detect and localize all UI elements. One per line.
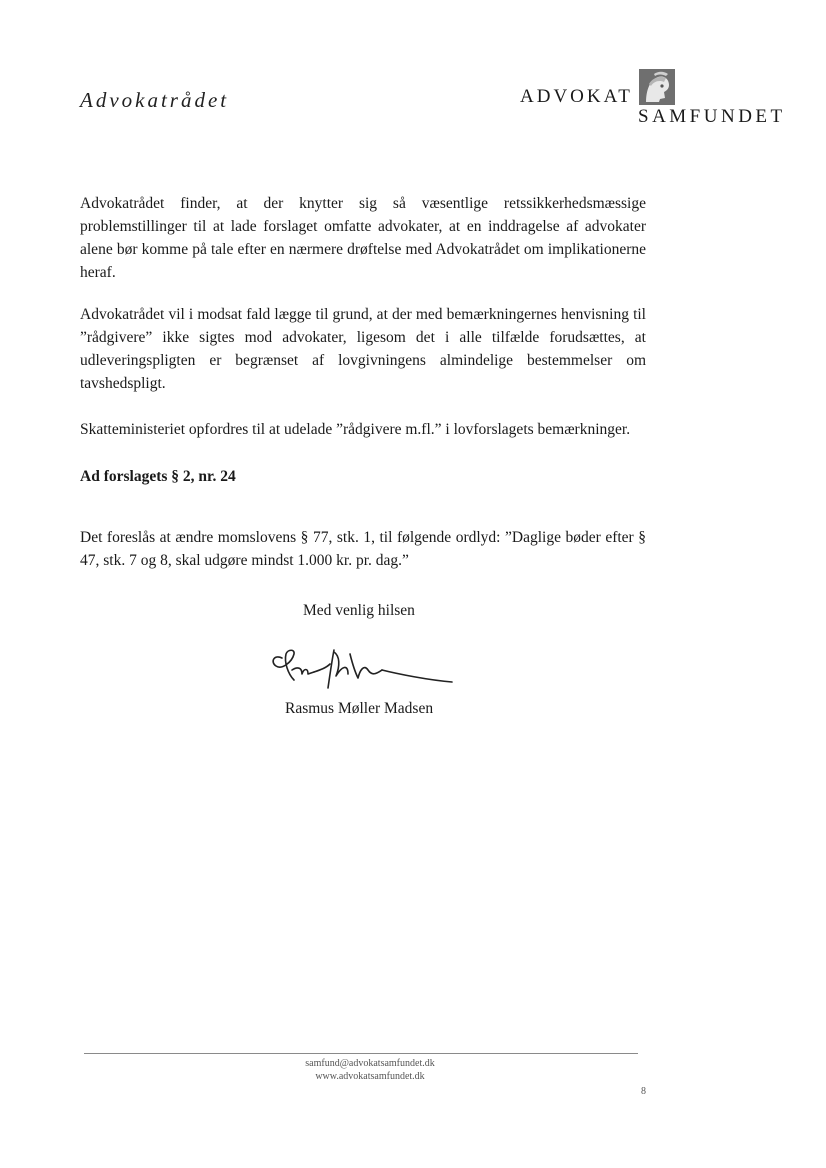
logo-text-samfundet: SAMFUNDET [638,106,786,127]
page-number: 8 [641,1086,646,1097]
footer-divider [84,1053,638,1054]
paragraph-1: Advokatrådet finder, at der knytter sig så væsentlige retssikkerhedsmæssige problemstillinger til at lade forslaget omfatte advokater, at en inddragelse af advokater alene bør komme på tale efter en nærmere drøftelse med Advokatrådet om implikationerne heraf. [80,194,646,281]
header-title: Advokatrådet [80,88,230,112]
footer-website-link[interactable]: www.advokatsamfundet.dk [315,1071,425,1082]
closing-greeting: Med venlig hilsen [303,602,415,619]
helmeted-head-emblem-icon [638,68,676,106]
paragraph-3: Skatteministeriet opfordres til at udelade ”rådgivere m.fl.” i lovforslagets bemærkninger. [80,420,631,438]
logo-text-advokat: ADVOKAT [520,86,633,107]
footer-email-link[interactable]: samfund@advokatsamfundet.dk [305,1058,435,1069]
advokatsamfundet-logo [520,66,790,130]
signer-name: Rasmus Møller Madsen [285,700,434,717]
paragraph-2: Advokatrådet vil i modsat fald lægge til grund, at der med bemærkningernes henvisning til ”rådgivere” ikke sigtes mod advokater, ligesom det i alle tilfælde forudsættes, at udleveringspligten er begrænset af lovgivningens almindelige bestemmelser om tavshedspligt. [80,305,646,392]
section-heading: Ad forslagets § 2, nr. 24 [80,468,236,485]
handwritten-signature-icon [268,640,458,696]
paragraph-4: Det foreslås at ændre momslovens § 77, stk. 1, til følgende ordlyd: ”Daglige bøder efter § 47, stk. 7 og 8, skal udgøre mindst 1.000 kr. pr. dag.” [80,528,646,569]
